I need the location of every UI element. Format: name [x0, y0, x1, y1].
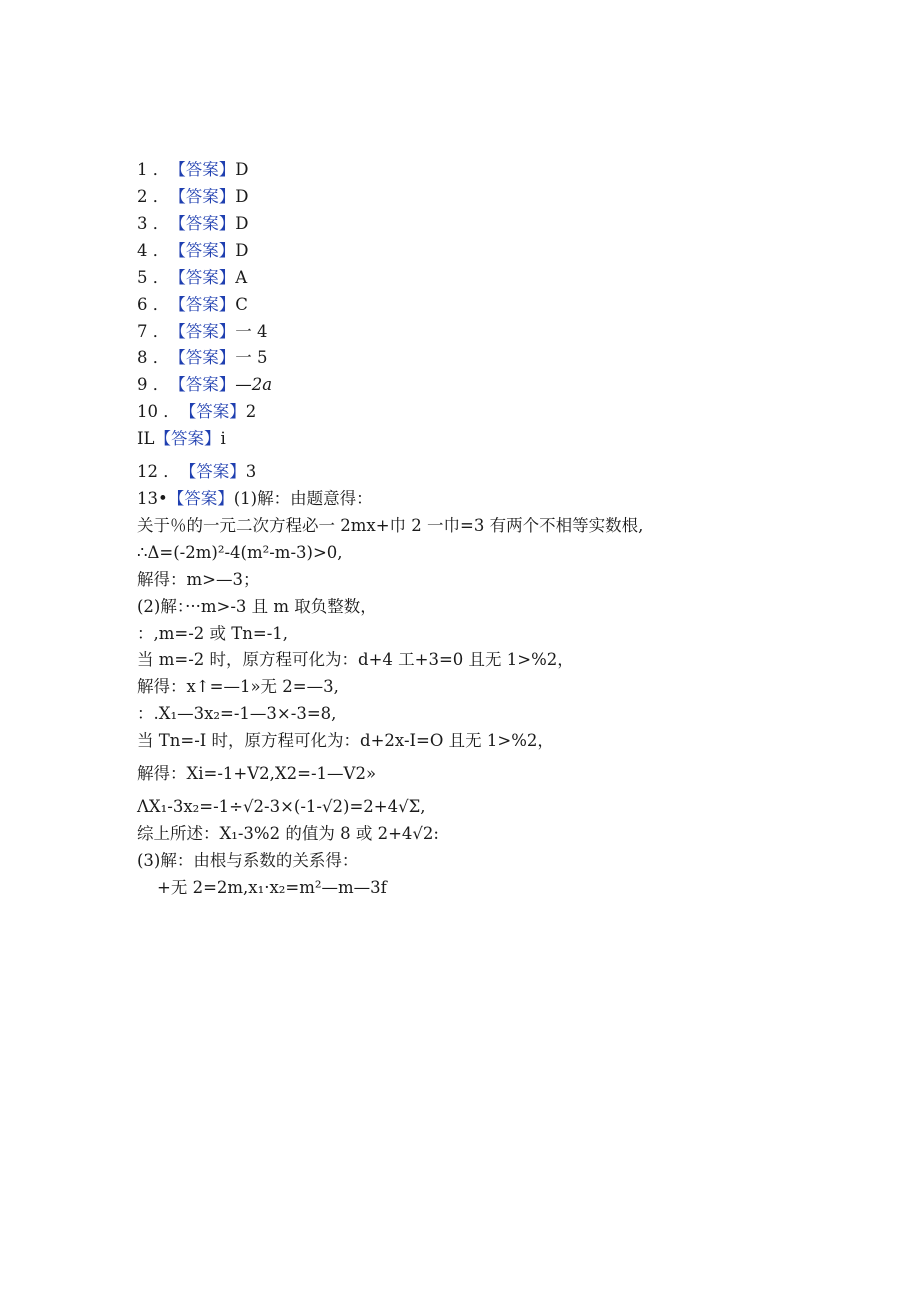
solution-line: 解得：m>—3；: [137, 570, 260, 589]
answer-tag: 【答案】: [179, 402, 246, 421]
answer-value: D: [235, 160, 249, 179]
answer-line-10: [137, 401, 256, 423]
answer-value: (1)解：由题意得：: [233, 489, 373, 508]
answer-line-9: [137, 374, 272, 396]
answer-line-12: [137, 461, 256, 483]
answer-line-7: [137, 321, 268, 343]
solution-line: (2)解：···m>-3 且 m 取负整数，: [137, 597, 377, 616]
answer-tag: 【答案】: [169, 187, 236, 206]
solution-line: 解得：x↑=—1»无 2=—3,: [137, 677, 339, 696]
answer-value: 3: [245, 462, 257, 481]
answer-line-1: [137, 159, 248, 181]
answer-value: D: [235, 214, 249, 233]
answer-value: i: [220, 429, 226, 448]
answer-value: 一 5: [235, 348, 268, 367]
solution-line: 关于％的一元二次方程必一 2mx+巾 2 一巾=3 有两个不相等实数根,: [137, 516, 644, 535]
question-number: 5 ．: [137, 268, 170, 287]
answer-line-2: [137, 186, 248, 208]
answer-line-5: [137, 267, 247, 289]
answer-line-8: [137, 347, 268, 369]
solution-line: ∴Δ=(-2m)²-4(m²-m-3)>0,: [137, 543, 343, 562]
answer-value: A: [235, 268, 248, 287]
question-number: 12 ．: [137, 462, 180, 481]
answer-line-11: [137, 428, 226, 450]
answer-tag: 【答案】: [169, 268, 236, 287]
question-number: 6 ．: [137, 295, 170, 314]
question-number: 9 ．: [137, 375, 170, 394]
solution-line: 当 m=-2 时，原方程可化为：d+4 工+3=0 且无 1>%2，: [137, 650, 574, 669]
answer-tag: 【答案】: [169, 322, 236, 341]
solution-line: (3)解：由根与系数的关系得：: [137, 851, 359, 870]
answer-line-6: [137, 294, 248, 316]
question-number: 13•: [137, 489, 168, 508]
answer-value: 2: [245, 402, 257, 421]
solution-line: ：,m=-2 或 Tn=-1,: [137, 624, 289, 643]
question-number: 1 ．: [137, 160, 170, 179]
answer-line-3: [137, 213, 248, 235]
solution-line: ：.X₁—3x₂=-1—3×-3=8,: [137, 704, 337, 723]
answer-tag: 【答案】: [169, 214, 236, 233]
answer-tag: 【答案】: [179, 462, 246, 481]
answer-tag: 【答案】: [169, 295, 236, 314]
solution-line: 解得：Xi=-1+V2,X2=-1—V2»: [137, 764, 377, 783]
answer-value: D: [235, 241, 249, 260]
question-number: 10 ．: [137, 402, 180, 421]
solution-line: 当 Tn=-I 时，原方程可化为：d+2x-I=O 且无 1>%2，: [137, 731, 554, 750]
answer-tag: 【答案】: [167, 489, 234, 508]
question-number: IL: [137, 429, 155, 448]
question-number: 7 ．: [137, 322, 170, 341]
question-number: 3 ．: [137, 214, 170, 233]
answer-value: —2a: [235, 375, 273, 394]
answer-line-4: [137, 240, 248, 262]
answer-tag: 【答案】: [154, 429, 221, 448]
answer-tag: 【答案】: [169, 375, 236, 394]
solution-line: ΛX₁-3x₂=-1÷√2-3×(-1-√2)=2+4√Σ,: [137, 797, 426, 816]
answer-tag: 【答案】: [169, 348, 236, 367]
answer-tag: 【答案】: [169, 160, 236, 179]
solution-line: +无 2=2m,x₁·x₂=m²—m—3f: [157, 878, 387, 897]
question-number: 4 ．: [137, 241, 170, 260]
answer-tag: 【答案】: [169, 241, 236, 260]
answer-value: D: [235, 187, 249, 206]
answer-value: 一 4: [235, 322, 268, 341]
answer-line-13: [137, 488, 373, 510]
question-number: 8 ．: [137, 348, 170, 367]
solution-line: 综上所述：X₁-3%2 的值为 8 或 2+4√2:: [137, 824, 439, 843]
answer-value: C: [235, 295, 248, 314]
question-number: 2 ．: [137, 187, 170, 206]
